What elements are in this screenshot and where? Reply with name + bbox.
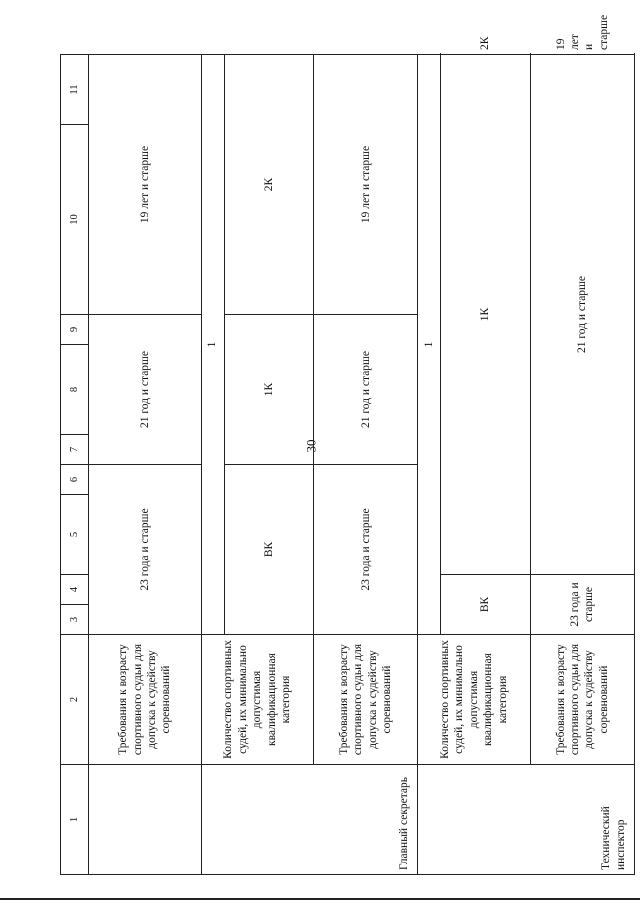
col-num: 4 bbox=[61, 575, 89, 605]
col-num: 2 bbox=[61, 635, 89, 765]
judges-table-rotated bbox=[60, 14, 635, 875]
table-row bbox=[418, 55, 441, 875]
judges-count: 1 bbox=[418, 55, 441, 635]
age-cell: 21 год и старше bbox=[89, 315, 202, 465]
row-label: Требования к возрасту спортивного судьи для допуска к судейству соревнований bbox=[89, 635, 202, 765]
age-cell: 19 лет и старше bbox=[89, 55, 202, 315]
page-number: 30 bbox=[303, 439, 319, 453]
table-row: Требования к возрасту спортивного судьи для допуска к судейству соревнований 23 года и старше 21 год и старше 19 лет и старше bbox=[530, 55, 634, 875]
age-cell: 21 год и старше bbox=[530, 55, 634, 575]
col-num: 9 bbox=[61, 315, 89, 345]
row-label: Требования к возрасту спортивного судьи для допуска к судейству соревнований bbox=[530, 635, 634, 765]
col-num: 1 bbox=[61, 765, 89, 875]
role-cell bbox=[89, 765, 202, 875]
col-num: 7 bbox=[61, 435, 89, 465]
column-number-row bbox=[61, 55, 89, 875]
age-cell: 21 год и старше bbox=[314, 315, 418, 465]
col-num: 3 bbox=[61, 605, 89, 635]
table-row: ВК 1К 2К bbox=[441, 55, 531, 875]
role-cell: Технический инспектор bbox=[418, 765, 635, 875]
col-num: 5 bbox=[61, 495, 89, 575]
row-label: Количество спортивных судей, их минимально допустимая квалификационная категория bbox=[201, 635, 313, 765]
category-cell: ВК bbox=[224, 465, 314, 635]
col-num: 6 bbox=[61, 465, 89, 495]
judges-count: 1 bbox=[201, 55, 224, 635]
col-num: 8 bbox=[61, 345, 89, 435]
col-num: 10 bbox=[61, 125, 89, 315]
age-cell: 23 года и старше bbox=[530, 575, 634, 635]
age-cell: 19 лет и старше bbox=[314, 55, 418, 315]
category-cell: 1К bbox=[224, 315, 314, 465]
category-cell: 2К bbox=[224, 55, 314, 315]
table-row bbox=[89, 55, 202, 875]
col-num: 11 bbox=[61, 55, 89, 125]
age-cell: 23 года и старше bbox=[89, 465, 202, 635]
page-bottom-rule bbox=[0, 898, 640, 900]
row-label: Требования к возрасту спортивного судьи для допуска к судейству соревнований bbox=[314, 635, 418, 765]
category-cell: 1К bbox=[441, 55, 531, 575]
category-cell: ВК bbox=[441, 575, 531, 635]
table-row bbox=[314, 55, 418, 875]
table-row bbox=[201, 55, 224, 875]
age-cell: 23 года и старше bbox=[314, 465, 418, 635]
rotated-sheet bbox=[60, 14, 635, 875]
row-label: Количество спортивных судей, их минимально допустимая квалификационная категория bbox=[418, 635, 530, 765]
role-cell: Главный секретарь bbox=[201, 765, 418, 875]
judges-requirements-table bbox=[60, 14, 635, 875]
